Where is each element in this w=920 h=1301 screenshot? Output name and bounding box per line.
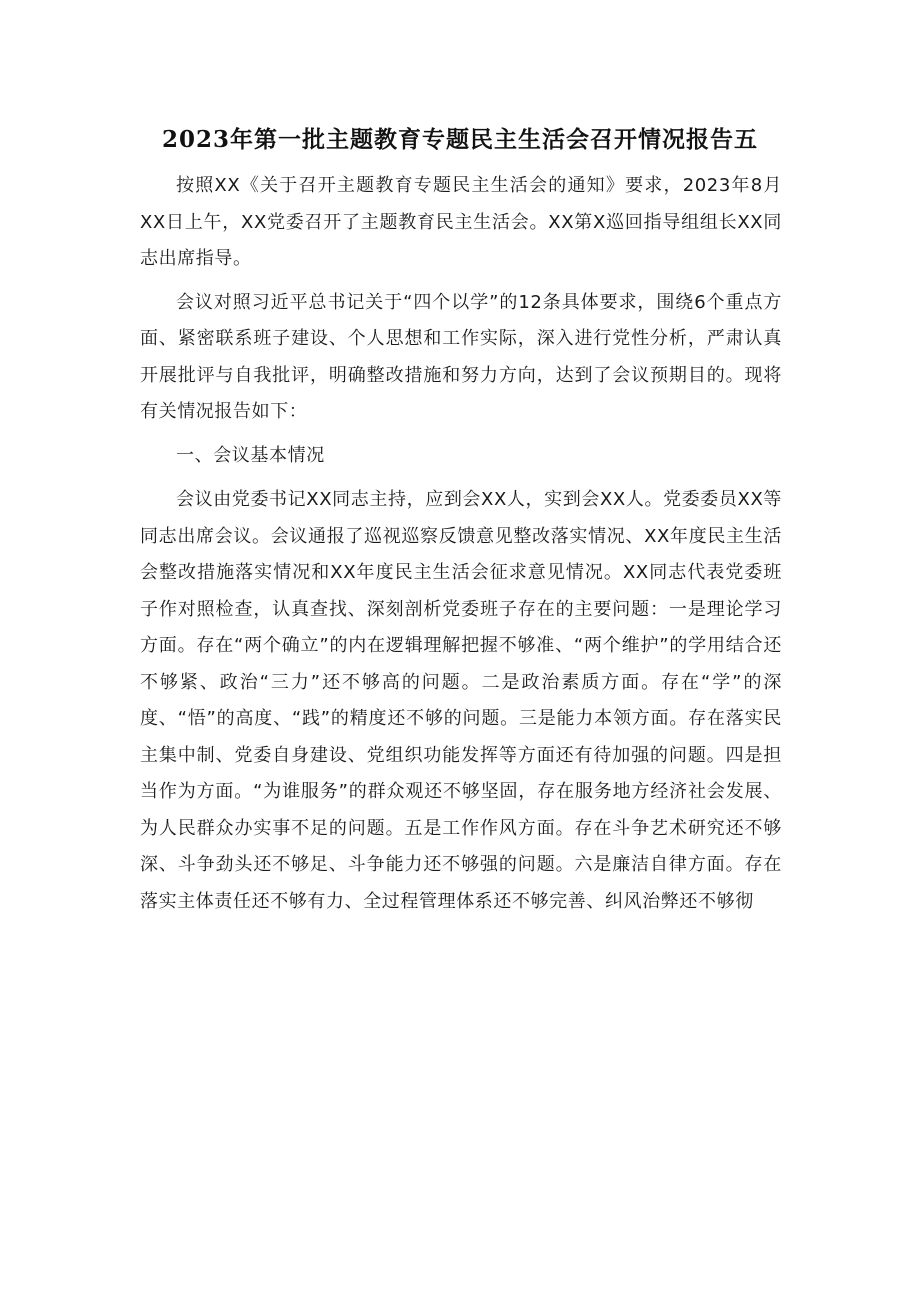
document-body xyxy=(140,168,782,927)
section-heading: 一、会议基本情况 xyxy=(176,444,325,466)
paragraph-intro: 按照XX《关于召开主题教育专题民主生活会的通知》要求，2023年8月XX日上午，XX党委召开了主题教育民主生活会。XX第X巡回指导组组长XX同志出席指导。 xyxy=(140,175,782,269)
document-title: 2023年第一批主题教育专题民主生活会召开情况报告五 xyxy=(161,126,758,153)
paragraph-section-body: 会议由党委书记XX同志主持，应到会XX人，实到会XX人。党委委员XX等同志出席会议。会议通报了巡视巡察反馈意见整改落实情况、XX年度民主生活会整改措施落实情况和XX年度民主生活会征求意见情况。XX同志代表党委班子作对照检查，认真查找、深刻剖析党委班子存在的主要问题：一是理论学习方面。存在“两个确立”的内在逻辑理解把握不够准、“两个维护”的学用结合还不够紧、政治“三力”还不够高的问题。二是政治素质方面。存在“学”的深度、“悟”的高度、“践”的精度还不够的问题。三是能力本领方面。存在落实民主集中制、党委自身建设、党组织功能发挥等方面还有待加强的问题。四是担当作为方面。“为谁服务”的群众观还不够坚固，存在服务地方经济社会发展、为人民群众办实事不足的问题。五是工作作风方面。存在斗争艺术研究还不够深、斗争劲头还不够足、斗争能力还不够强的问题。六是廉洁自律方面。存在落实主体责任还不够有力、全过程管理体系还不够完善、纠风治弊还不够彻 xyxy=(140,489,782,912)
paragraph-overview: 会议对照习近平总书记关于“四个以学”的12条具体要求，围绕6个重点方面、紧密联系班子建设、个人思想和工作实际，深入进行党性分析，严肃认真开展批评与自我批评，明确整改措施和努力方向，达到了会议预期目的。现将有关情况报告如下： xyxy=(140,291,782,422)
